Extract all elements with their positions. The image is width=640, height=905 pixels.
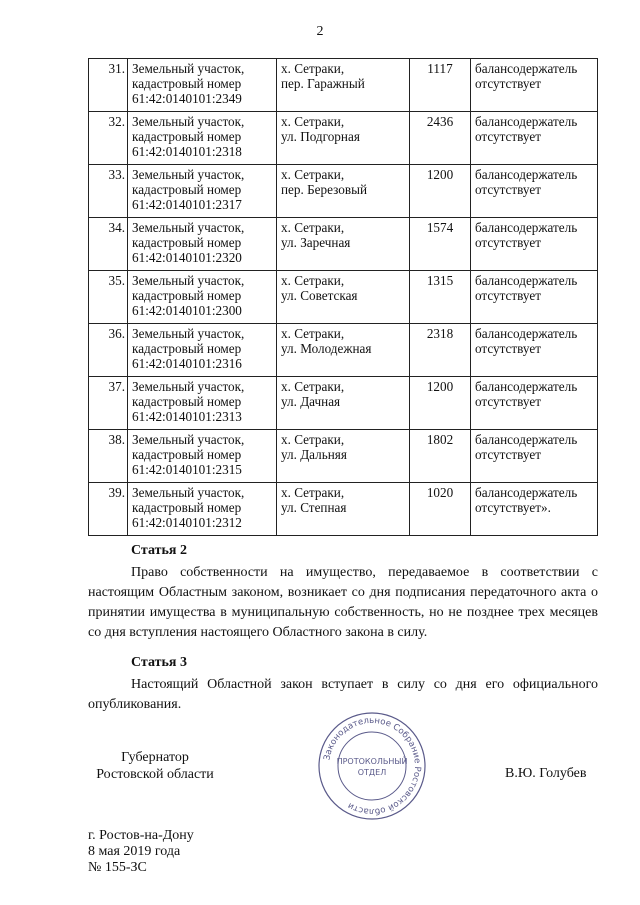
object-description-line: 61:42:0140101:2317: [132, 197, 242, 212]
balance-holder-line: балансодержатель: [475, 114, 578, 129]
object-description-line: Земельный участок,: [132, 485, 245, 500]
object-area: 1574: [410, 218, 471, 271]
object-description-line: кадастровый номер: [132, 76, 242, 91]
balance-holder: [471, 218, 598, 271]
signatory-name: В.Ю. Голубев: [505, 766, 587, 781]
article-3-title: Статья 3: [131, 655, 187, 670]
table-row: [89, 59, 598, 112]
object-description-line: кадастровый номер: [132, 447, 242, 462]
article-2-title: Статья 2: [131, 543, 187, 558]
object-description-line: Земельный участок,: [132, 167, 245, 182]
object-area: 1020: [410, 483, 471, 536]
seal-inner-ring: [338, 732, 406, 800]
balance-holder: [471, 271, 598, 324]
object-area: 1315: [410, 271, 471, 324]
object-description-line: 61:42:0140101:2320: [132, 250, 242, 265]
object-address-line: х. Сетраки,: [281, 485, 345, 500]
object-address: [277, 59, 410, 112]
object-description-line: 61:42:0140101:2313: [132, 409, 242, 424]
balance-holder-line: отсутствует: [475, 235, 541, 250]
object-address: [277, 165, 410, 218]
balance-holder-line: балансодержатель: [475, 432, 578, 447]
object-area: 1200: [410, 377, 471, 430]
balance-holder-line: отсутствует: [475, 182, 541, 197]
object-address: [277, 271, 410, 324]
row-number: 39.: [89, 483, 128, 536]
row-number: 33.: [89, 165, 128, 218]
row-number: 32.: [89, 112, 128, 165]
seal-outer-ring: [319, 713, 425, 819]
balance-holder: [471, 430, 598, 483]
object-description-line: кадастровый номер: [132, 500, 242, 515]
object-description-line: 61:42:0140101:2316: [132, 356, 242, 371]
object-address-line: х. Сетраки,: [281, 167, 345, 182]
object-area: 2436: [410, 112, 471, 165]
object-description-line: Земельный участок,: [132, 432, 245, 447]
protocol-department-seal: [316, 710, 428, 822]
object-description: [128, 377, 277, 430]
object-description: [128, 430, 277, 483]
balance-holder-line: балансодержатель: [475, 379, 578, 394]
object-description-line: 61:42:0140101:2318: [132, 144, 242, 159]
balance-holder: [471, 324, 598, 377]
balance-holder-line: балансодержатель: [475, 273, 578, 288]
row-number: 36.: [89, 324, 128, 377]
balance-holder-line: балансодержатель: [475, 326, 578, 341]
table-row: [89, 271, 598, 324]
balance-holder: [471, 377, 598, 430]
object-description-line: Земельный участок,: [132, 379, 245, 394]
object-address: [277, 324, 410, 377]
balance-holder-line: отсутствует: [475, 129, 541, 144]
object-address-line: ул. Дачная: [281, 394, 341, 409]
balance-holder: [471, 483, 598, 536]
object-address-line: ул. Дальняя: [281, 447, 347, 462]
signatory-title-line2: Ростовской области: [96, 767, 214, 782]
object-description: [128, 324, 277, 377]
table-row: [89, 165, 598, 218]
object-description-line: Земельный участок,: [132, 326, 245, 341]
object-address-line: х. Сетраки,: [281, 273, 345, 288]
page-number: 2: [316, 24, 324, 39]
object-address-line: х. Сетраки,: [281, 114, 345, 129]
object-description-line: Земельный участок,: [132, 220, 245, 235]
object-description-line: 61:42:0140101:2300: [132, 303, 242, 318]
table-row: [89, 430, 598, 483]
row-number: 35.: [89, 271, 128, 324]
object-description-line: Земельный участок,: [132, 114, 245, 129]
object-address: [277, 112, 410, 165]
balance-holder-line: балансодержатель: [475, 220, 578, 235]
object-address-line: ул. Советская: [281, 288, 358, 303]
property-table: [88, 58, 598, 536]
object-description-line: кадастровый номер: [132, 394, 242, 409]
object-description-line: кадастровый номер: [132, 129, 242, 144]
table-row: [89, 377, 598, 430]
object-description: [128, 59, 277, 112]
table-row: [89, 112, 598, 165]
object-address-line: х. Сетраки,: [281, 379, 345, 394]
object-description: [128, 112, 277, 165]
object-description-line: кадастровый номер: [132, 182, 242, 197]
object-description: [128, 271, 277, 324]
object-description-line: 61:42:0140101:2315: [132, 462, 242, 477]
object-description-line: Земельный участок,: [132, 273, 245, 288]
object-address-line: ул. Степная: [281, 500, 347, 515]
place-and-date: [88, 828, 194, 876]
balance-holder: [471, 59, 598, 112]
object-address: [277, 377, 410, 430]
object-description-line: кадастровый номер: [132, 341, 242, 356]
table-row: [89, 218, 598, 271]
law-number: № 155-ЗС: [88, 860, 147, 875]
object-area: 1200: [410, 165, 471, 218]
object-address-line: х. Сетраки,: [281, 220, 345, 235]
object-address: [277, 218, 410, 271]
object-address-line: пер. Березовый: [281, 182, 368, 197]
balance-holder-line: отсутствует: [475, 288, 541, 303]
object-address-line: ул. Заречная: [281, 235, 351, 250]
balance-holder-line: отсутствует».: [475, 500, 551, 515]
object-description: [128, 165, 277, 218]
balance-holder-line: балансодержатель: [475, 485, 578, 500]
object-area: 1117: [410, 59, 471, 112]
object-area: 1802: [410, 430, 471, 483]
object-address: [277, 483, 410, 536]
row-number: 37.: [89, 377, 128, 430]
object-description: [128, 483, 277, 536]
table-row: [89, 483, 598, 536]
balance-holder-line: отсутствует: [475, 341, 541, 356]
object-address: [277, 430, 410, 483]
object-description: [128, 218, 277, 271]
object-address-line: х. Сетраки,: [281, 61, 345, 76]
signatory-title: [88, 749, 222, 783]
object-description-line: кадастровый номер: [132, 288, 242, 303]
seal-center-line1: ПРОТОКОЛЬНЫЙ: [336, 757, 408, 766]
object-description-line: кадастровый номер: [132, 235, 242, 250]
balance-holder: [471, 165, 598, 218]
seal-ring-textpath: Законодательное Собрание Ростовской области: [322, 715, 423, 817]
balance-holder-line: балансодержатель: [475, 61, 578, 76]
row-number: 34.: [89, 218, 128, 271]
article-2-text: Право собственности на имущество, передаваемое в соответствии с настоящим Областным законом, возникает со дня подписания передаточного акта о принятии имущества в муниципальную собственность, но не позднее трех месяцев со дня вступления настоящего Областного закона в силу.: [88, 565, 598, 640]
balance-holder: [471, 112, 598, 165]
object-description-line: 61:42:0140101:2312: [132, 515, 242, 530]
object-description-line: Земельный участок,: [132, 61, 245, 76]
balance-holder-line: отсутствует: [475, 394, 541, 409]
object-description-line: 61:42:0140101:2349: [132, 91, 242, 106]
object-area: 2318: [410, 324, 471, 377]
balance-holder-line: отсутствует: [475, 76, 541, 91]
article-3-text: Настоящий Областной закон вступает в силу со дня его официального опубликования.: [88, 677, 598, 712]
table-body: [89, 59, 598, 536]
place-date: 8 мая 2019 года: [88, 844, 181, 859]
row-number: 38.: [89, 430, 128, 483]
object-address-line: х. Сетраки,: [281, 326, 345, 341]
balance-holder-line: балансодержатель: [475, 167, 578, 182]
object-address-line: ул. Молодежная: [281, 341, 372, 356]
place-city: г. Ростов-на-Дону: [88, 828, 194, 843]
object-address-line: пер. Гаражный: [281, 76, 365, 91]
signatory-title-line1: Губернатор: [121, 750, 189, 765]
balance-holder-line: отсутствует: [475, 447, 541, 462]
table-row: [89, 324, 598, 377]
object-address-line: ул. Подгорная: [281, 129, 360, 144]
object-address-line: х. Сетраки,: [281, 432, 345, 447]
row-number: 31.: [89, 59, 128, 112]
seal-center-line2: ОТДЕЛ: [357, 768, 387, 777]
